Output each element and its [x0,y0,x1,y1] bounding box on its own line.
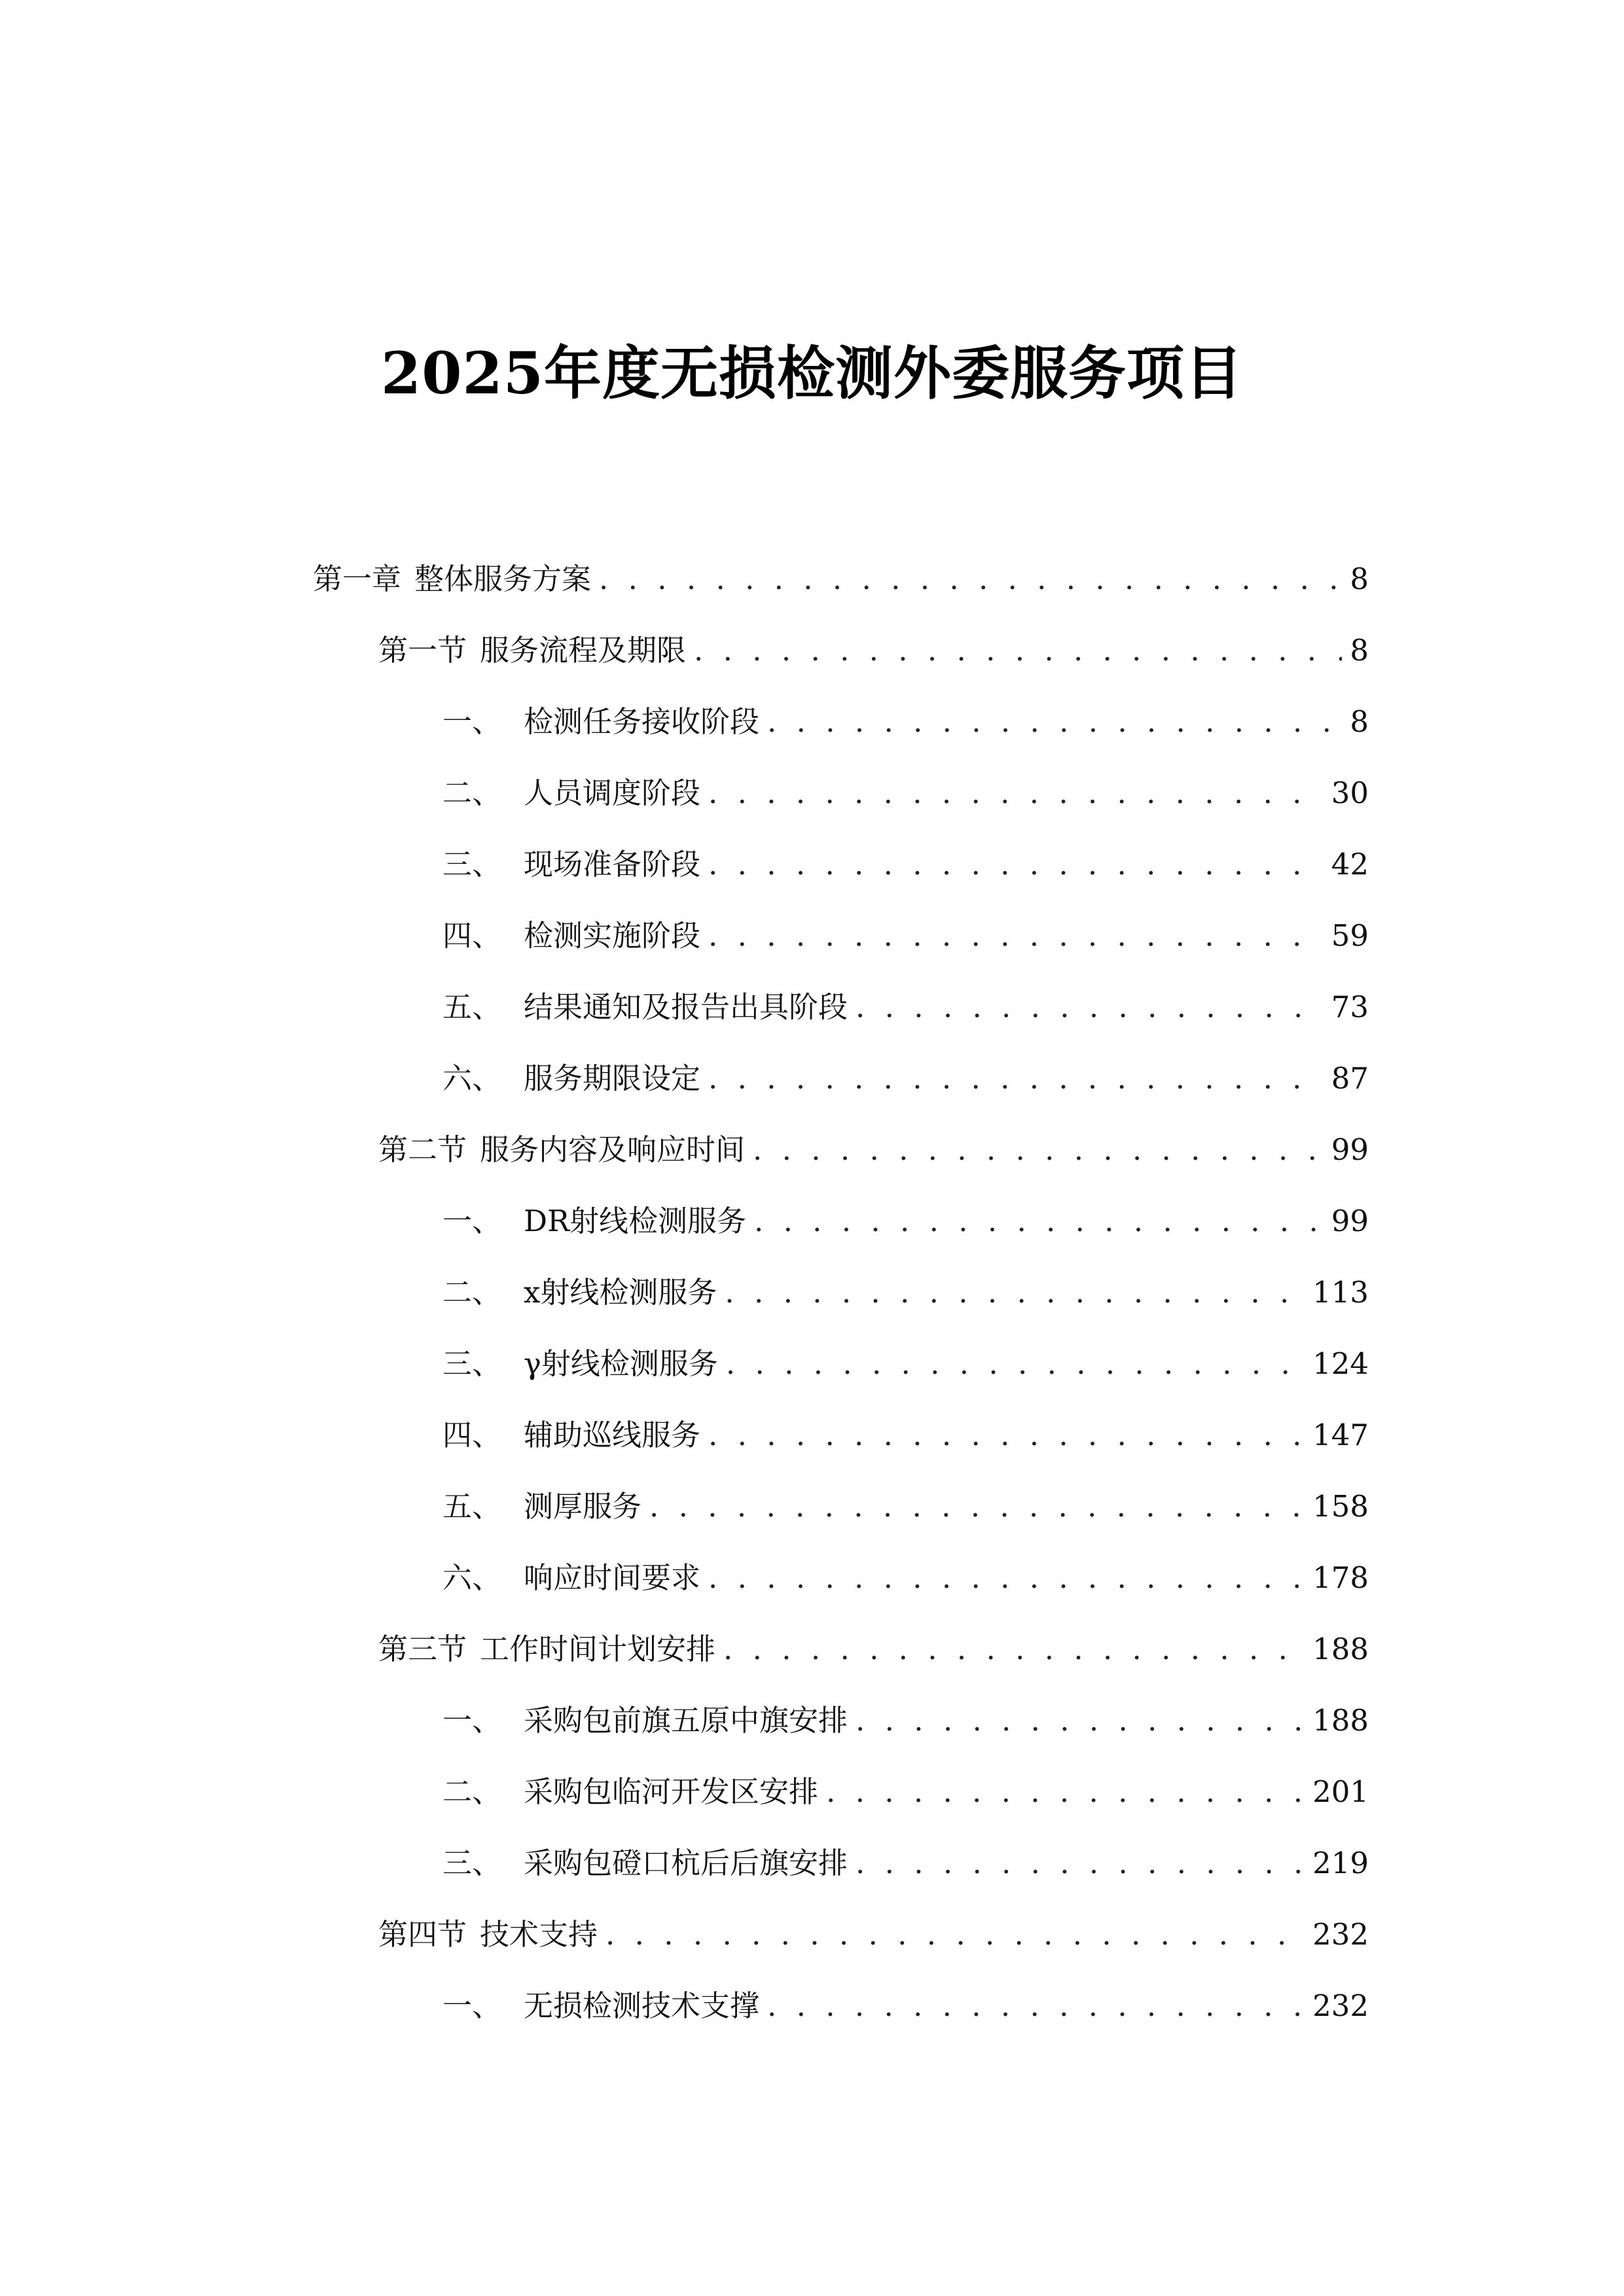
toc-entry[interactable] [378,1623,1369,1676]
toc-dot-leader [708,1052,1324,1105]
toc-dot-leader [856,1695,1305,1747]
toc-entry-page: 188 [1312,1632,1369,1666]
toc-entry-title: 检测任务接收阶段 [524,704,760,739]
toc-entry-number: 一、 [442,704,502,739]
toc-entry-number: 第一章 [313,562,402,596]
toc-dot-leader [856,981,1324,1033]
toc-entry-title: 技术支持 [480,1917,598,1952]
toc-entry-number: 二、 [442,776,502,810]
toc-entry-title: 服务期限设定 [524,1061,701,1096]
toc-entry[interactable] [442,696,1369,748]
toc-entry[interactable] [378,1909,1369,1961]
toc-entry-page: 188 [1312,1703,1369,1738]
toc-entry-number: 第三节 [378,1632,467,1666]
toc-entry-title: 工作时间计划安排 [480,1632,716,1666]
toc-dot-leader [708,1552,1305,1604]
toc-entry-number: 三、 [442,847,502,882]
toc-entry-number: 一、 [442,1703,502,1738]
toc-entry-number: 二、 [442,1774,502,1809]
toc-entry-title: 检测实施阶段 [524,918,701,953]
toc-entry-page: 59 [1331,918,1369,953]
toc-entry[interactable] [442,767,1369,819]
document-title: 2025年度无损检测外委服务项目 [381,339,1243,407]
toc-dot-leader [767,696,1342,748]
toc-dot-leader [599,553,1342,605]
toc-entry[interactable] [442,981,1369,1033]
toc-dot-leader [767,1980,1305,2032]
toc-dot-leader [856,1837,1305,1890]
toc-dot-leader [708,1409,1305,1462]
toc-entry-number: 三、 [442,1346,502,1381]
toc-entry-title: 服务流程及期限 [480,633,687,668]
toc-entry-page: 87 [1331,1061,1369,1096]
toc-entry[interactable] [442,1195,1369,1247]
toc-entry-number: 六、 [442,1061,502,1096]
toc-entry-page: 201 [1312,1774,1369,1809]
toc-entry-page: 113 [1312,1275,1369,1310]
toc-entry-page: 147 [1312,1418,1369,1452]
toc-entry-title: 现场准备阶段 [524,847,701,882]
toc-entry[interactable] [442,1266,1369,1319]
toc-entry[interactable] [442,1552,1369,1604]
toc-entry[interactable] [442,1766,1369,1818]
toc-entry-page: 42 [1331,847,1369,882]
toc-entry[interactable] [442,1837,1369,1890]
toc-entry[interactable] [442,1980,1369,2032]
toc-entry-number: 四、 [442,918,502,953]
toc-entry-page: 158 [1312,1489,1369,1524]
toc-entry-page: 219 [1312,1846,1369,1880]
toc-dot-leader [649,1480,1305,1533]
toc-entry-title: 人员调度阶段 [524,776,701,810]
toc-entry-title: 采购包前旗五原中旗安排 [524,1703,848,1738]
toc-dot-leader [725,1266,1305,1319]
toc-entry-number: 三、 [442,1846,502,1880]
toc-dot-leader [708,767,1324,819]
toc-entry[interactable] [313,553,1369,605]
toc-entry-page: 8 [1350,704,1369,739]
toc-entry-number: 第四节 [378,1917,467,1952]
toc-entry-title: DR射线检测服务 [524,1204,746,1238]
toc-entry-number: 六、 [442,1560,502,1595]
toc-entry-title: 服务内容及响应时间 [480,1132,746,1167]
toc-entry-title: 结果通知及报告出具阶段 [524,990,848,1024]
toc-entry[interactable] [442,838,1369,891]
toc-entry-title: x射线检测服务 [524,1275,717,1310]
toc-dot-leader [753,1124,1324,1176]
toc-entry-number: 四、 [442,1418,502,1452]
toc-entry-number: 五、 [442,990,502,1024]
toc-entry[interactable] [442,1480,1369,1533]
toc-entry[interactable] [442,1052,1369,1105]
toc-dot-leader [708,838,1324,891]
toc-dot-leader [694,624,1342,677]
toc-entry-number: 五、 [442,1489,502,1524]
toc-entry[interactable] [442,1695,1369,1747]
toc-entry-page: 99 [1331,1132,1369,1167]
toc-entry[interactable] [442,1338,1369,1390]
toc-entry-title: 采购包磴口杭后后旗安排 [524,1846,848,1880]
toc-dot-leader [826,1766,1305,1818]
toc-entry-title: 测厚服务 [524,1489,642,1524]
toc-dot-leader [754,1195,1324,1247]
toc-entry[interactable] [442,1409,1369,1462]
toc-entry-page: 124 [1312,1346,1369,1381]
toc-entry-number: 第二节 [378,1132,467,1167]
toc-entry-title: 整体服务方案 [414,562,592,596]
toc-entry-page: 178 [1312,1560,1369,1595]
toc-dot-leader [723,1623,1305,1676]
toc-dot-leader [605,1909,1305,1961]
toc-dot-leader [708,910,1324,962]
toc-entry-number: 二、 [442,1275,502,1310]
toc-entry-title: γ射线检测服务 [524,1346,718,1381]
toc-entry-page: 73 [1331,990,1369,1024]
toc-entry-title: 采购包临河开发区安排 [524,1774,819,1809]
toc-entry-page: 30 [1331,776,1369,810]
toc-dot-leader [726,1338,1305,1390]
toc-entry-page: 8 [1350,633,1369,668]
toc-entry[interactable] [378,624,1369,677]
toc-entry-page: 99 [1331,1204,1369,1238]
toc-entry-number: 一、 [442,1988,502,2023]
toc-entry-number: 一、 [442,1204,502,1238]
toc-entry-title: 响应时间要求 [524,1560,701,1595]
toc-entry[interactable] [442,910,1369,962]
toc-entry-page: 232 [1312,1917,1369,1952]
toc-entry-title: 辅助巡线服务 [524,1418,701,1452]
toc-entry[interactable] [378,1124,1369,1176]
toc-entry-number: 第一节 [378,633,467,668]
toc-entry-page: 8 [1350,562,1369,596]
toc-entry-title: 无损检测技术支撑 [524,1988,760,2023]
toc-entry-page: 232 [1312,1988,1369,2023]
